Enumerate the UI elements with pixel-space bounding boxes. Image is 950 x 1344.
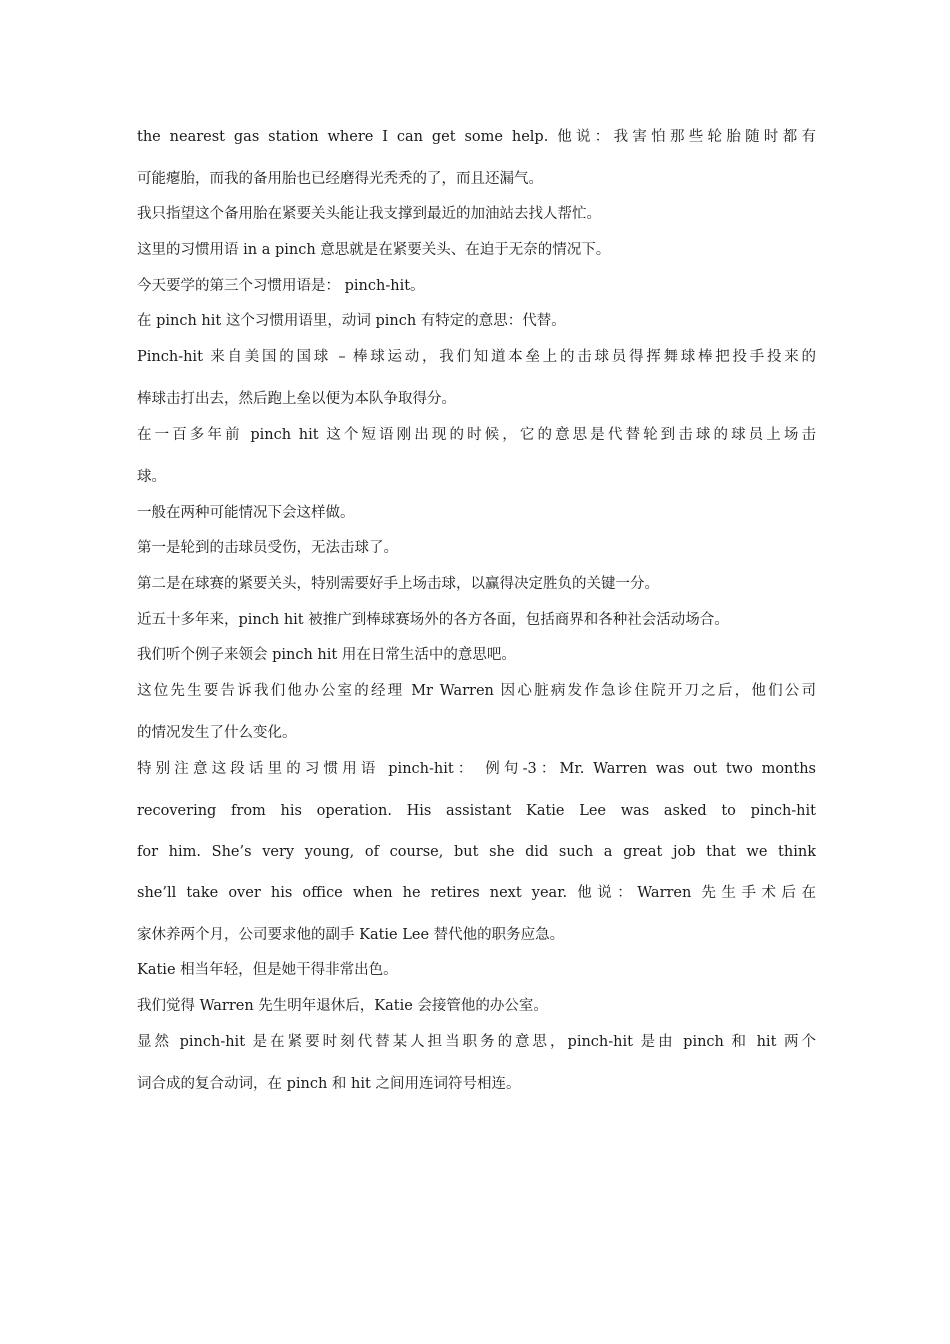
text-line-20: for him. She’s very young, of course, but she did such a great job that we think: [137, 844, 816, 860]
text-line-6: 在 pinch hit 这个习惯用语里，动词 pinch 有特定的意思：代替。: [137, 313, 566, 329]
text-line-23: Katie 相当年轻，但是她干得非常出色。: [137, 962, 398, 978]
text-line-1: the nearest gas station where I can get some help. 他说：我害怕那些轮胎随时都有: [137, 129, 816, 145]
text-line-3: 我只指望这个备用胎在紧要关头能让我支撑到最近的加油站去找人帮忙。: [137, 206, 601, 222]
text-line-26: 词合成的复合动词，在 pinch 和 hit 之间用连词符号相连。: [137, 1076, 521, 1092]
text-line-21: she’ll take over his office when he retires next year. 他说：Warren 先生手术后在: [137, 885, 816, 901]
text-line-15: 我们听个例子来领会 pinch hit 用在日常生活中的意思吧。: [137, 647, 516, 663]
text-line-16: 这位先生要告诉我们他办公室的经理 Mr Warren 因心脏病发作急诊住院开刀之后，他们公司: [137, 683, 816, 699]
text-line-2: 可能瘪胎，而我的备用胎也已经磨得光秃秃的了，而且还漏气。: [137, 171, 543, 187]
text-line-10: 球。: [137, 469, 166, 485]
text-line-14: 近五十多年来，pinch hit 被推广到棒球赛场外的各方各面，包括商界和各种社会活动场合。: [137, 612, 729, 628]
text-line-11: 一般在两种可能情况下会这样做。: [137, 505, 355, 521]
text-line-5: 今天要学的第三个习惯用语是： pinch-hit。: [137, 278, 425, 294]
text-line-18: 特别注意这段话里的习惯用语 pinch-hit： 例句-3：Mr. Warren was out two months: [137, 761, 816, 777]
text-line-17: 的情况发生了什么变化。: [137, 725, 297, 741]
text-line-8: 棒球击打出去，然后跑上垒以便为本队争取得分。: [137, 391, 456, 407]
text-line-7: Pinch-hit 来自美国的国球 – 棒球运动，我们知道本垒上的击球员得挥舞球棒把投手投来的: [137, 349, 816, 365]
text-line-12: 第一是轮到的击球员受伤，无法击球了。: [137, 540, 398, 556]
text-line-13: 第二是在球赛的紧要关头，特别需要好手上场击球，以赢得决定胜负的关键一分。: [137, 576, 659, 592]
text-line-22: 家休养两个月，公司要求他的副手 Katie Lee 替代他的职务应急。: [137, 927, 565, 943]
text-line-25: 显然 pinch-hit 是在紧要时刻代替某人担当职务的意思，pinch-hit 是由 pinch 和 hit 两个: [137, 1034, 816, 1050]
text-line-9: 在一百多年前 pinch hit 这个短语刚出现的时候，它的意思是代替轮到击球的球员上场击: [137, 427, 816, 443]
text-line-19: recovering from his operation. His assistant Katie Lee was asked to pinch-hit: [137, 803, 816, 819]
text-line-4: 这里的习惯用语 in a pinch 意思就是在紧要关头、在迫于无奈的情况下。: [137, 242, 611, 258]
text-line-24: 我们觉得 Warren 先生明年退休后，Katie 会接管他的办公室。: [137, 998, 548, 1014]
